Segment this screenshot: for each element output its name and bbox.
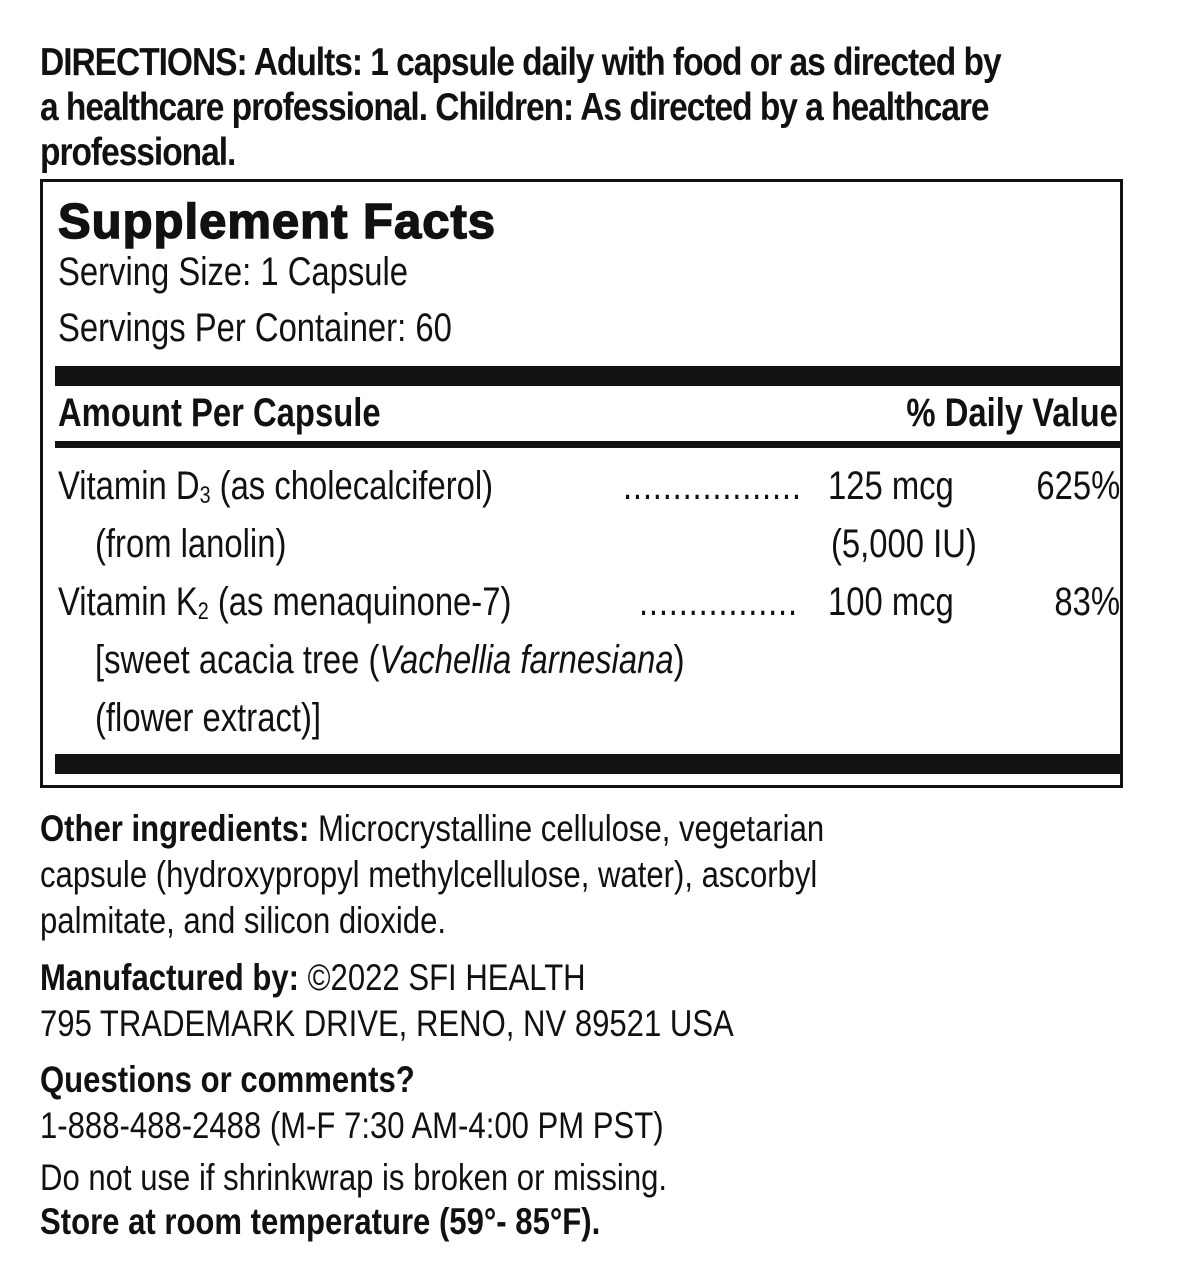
- contact-info: [40, 1057, 782, 1149]
- thick-divider-bottom: [55, 754, 1121, 774]
- vitamin-d3-amount: 125 mcg: [828, 464, 954, 508]
- vitamin-k2-source: [sweet acacia tree (Vachellia farnesiana): [95, 638, 685, 682]
- other-ingredients: Other ingredients: Microcrystalline cellulose, vegetarian capsule (hydroxypropyl methylcellulose, water), ascorbyl palmitate, and silicon dioxide.: [40, 808, 825, 941]
- vitamin-d3-source: (from lanolin): [95, 522, 287, 566]
- vitamin-d3-iu-amount: (5,000 IU): [831, 522, 977, 566]
- storage-instructions: Store at room temperature (59°- 85°F).: [40, 1201, 601, 1242]
- manufacturer-label: Manufactured by:: [40, 957, 300, 998]
- directions-text: [40, 40, 1170, 175]
- vitamin-d3-leader-dots: ..................: [623, 464, 802, 508]
- vitamin-k2-daily-value: 83%: [1054, 580, 1120, 624]
- vitamin-k2-amount: 100 mcg: [828, 580, 954, 624]
- questions-label: Questions or comments?: [40, 1059, 415, 1100]
- vitamin-d3-daily-value: 625%: [1036, 464, 1120, 508]
- servings-per-container: Servings Per Container: 60: [58, 306, 452, 350]
- supplement-facts-panel: [40, 179, 1123, 788]
- manufacturer-info: Manufactured by: ©2022 SFI HEALTH 795 TRADEMARK DRIVE, RENO, NV 89521 USA: [40, 955, 866, 1047]
- thin-divider: [55, 441, 1121, 448]
- daily-value-header: % Daily Value: [906, 391, 1118, 435]
- other-ingredients-label: Other ingredients:: [40, 808, 310, 849]
- vitamin-d3-name: Vitamin $D_3$ (as cholecalciferol): [58, 464, 494, 509]
- amount-per-capsule-header: Amount Per Capsule: [58, 391, 381, 435]
- vitamin-k2-leader-dots: ................: [639, 580, 798, 624]
- shrinkwrap-warning: Do not use if shrinkwrap is broken or missing.: [40, 1157, 668, 1198]
- vitamin-k2-source-part: (flower extract)]: [95, 696, 321, 740]
- thick-divider-top: [55, 366, 1121, 386]
- directions-line-1: DIRECTIONS: Adults: 1 capsule daily with food or as directed by: [40, 41, 1001, 84]
- phone-number: 1-888-488-2488 (M-F 7:30 AM-4:00 PM PST): [40, 1105, 664, 1146]
- supplement-facts-title: Supplement Facts: [58, 195, 497, 249]
- directions-line-3: professional.: [40, 131, 236, 174]
- vitamin-k2-name: Vitamin $K_2$ (as menaquinone-7): [58, 580, 512, 625]
- serving-size: Serving Size: 1 Capsule: [58, 250, 409, 294]
- directions-line-2: a healthcare professional. Children: As directed by a healthcare: [40, 86, 989, 129]
- manufacturer-address: 795 TRADEMARK DRIVE, RENO, NV 89521 USA: [40, 1003, 734, 1044]
